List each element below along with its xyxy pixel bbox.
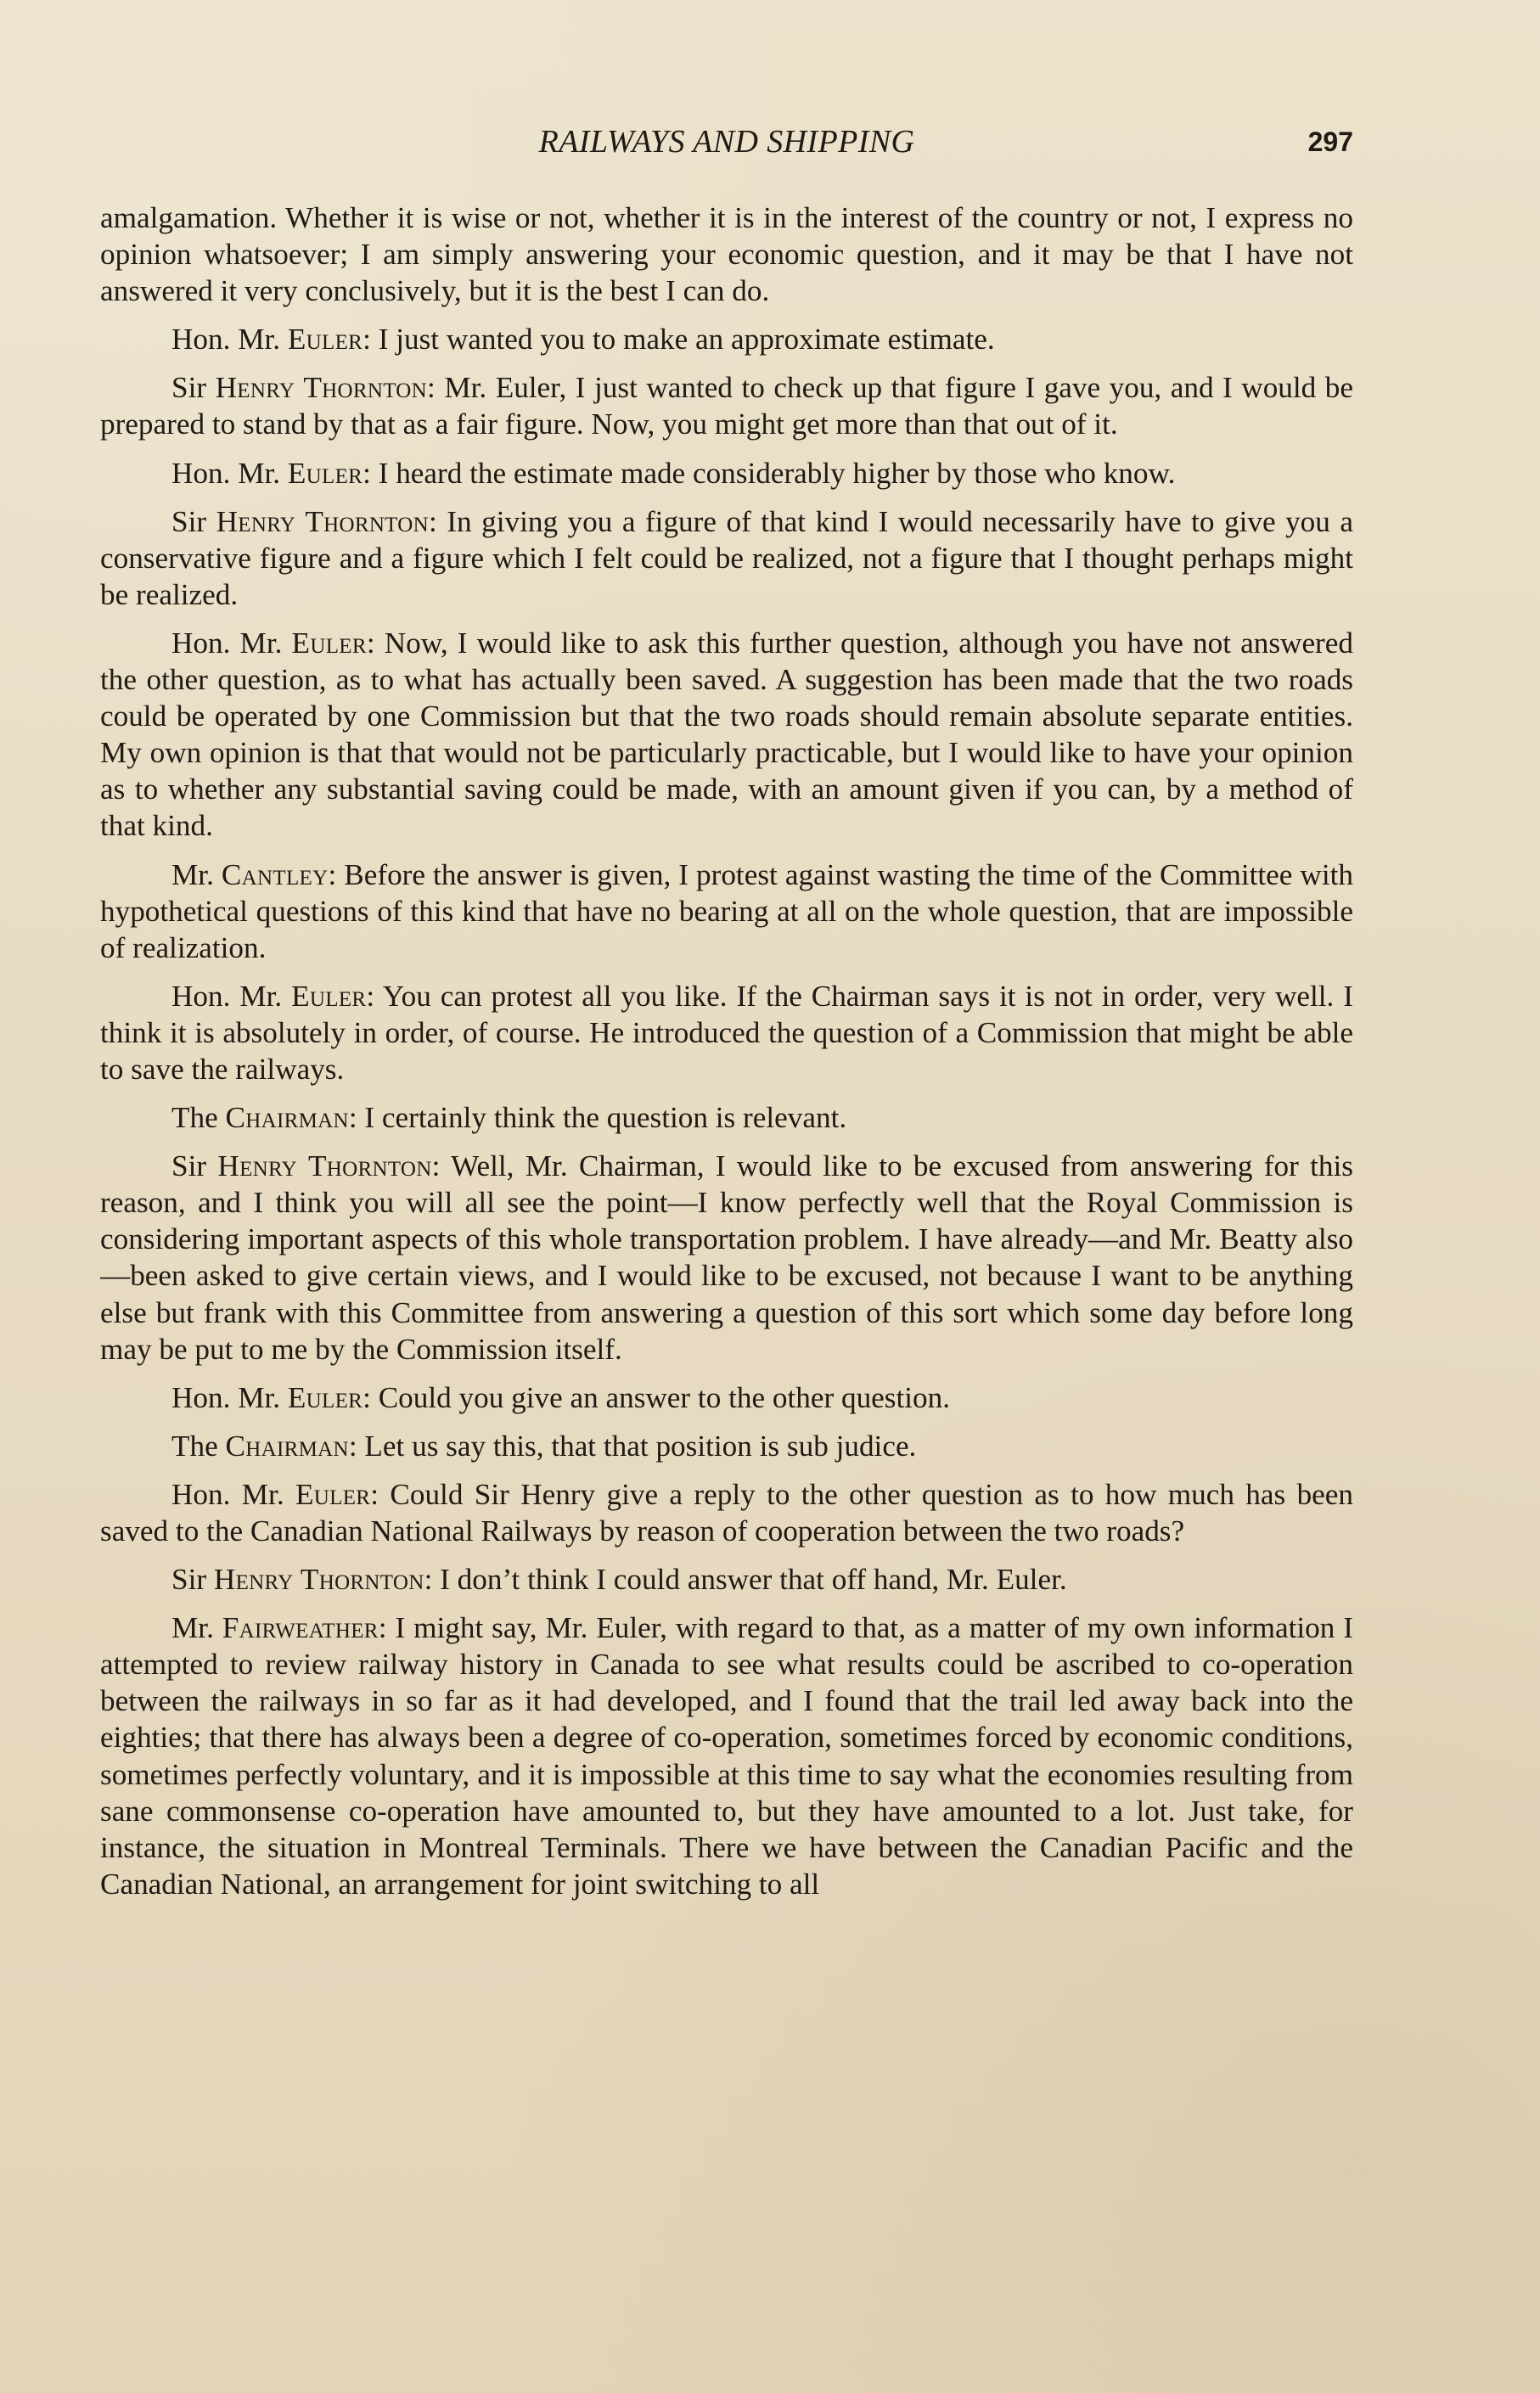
speaker-prefix: Hon. Mr. <box>171 323 288 357</box>
dialogue-paragraph <box>100 1561 1353 1598</box>
dialogue-paragraph <box>100 1379 1353 1416</box>
page-number: 297 <box>1307 126 1353 157</box>
speech-text: : Now, I would like to ask this further question, although you have not answered the other question, as to what has actually been saved. A suggestion has been made that the two roads could be operated by one Commission but that the two roads should remain absolute separate entities. My own opinion is that that would not be particularly practicable, but I would like to have your opinion as to whether any substantial saving could be made, with an amount given if you can, by a method of that kind. <box>100 626 1353 843</box>
speaker-prefix: Hon. Mr. <box>171 1380 288 1414</box>
speaker-name: Henry Thornton <box>217 1149 432 1183</box>
speaker-prefix: Hon. Mr. <box>171 456 288 490</box>
speaker-name: Fairweather <box>222 1611 379 1645</box>
speaker-prefix: Hon. Mr. <box>171 626 292 660</box>
speech-text: : Could Sir Henry give a reply to the other question as to how much has been saved to the Canadian National Railways by reason of cooperation between the two roads? <box>100 1477 1353 1548</box>
speaker-name: Euler <box>291 626 367 660</box>
dialogue-paragraph <box>100 1148 1353 1368</box>
speech-text: : I might say, Mr. Euler, with regard to that, as a matter of my own information I attempted to review railway history in Canada to see what results could be ascribed to co-operation between the railways in so far as it had developed, and I found that the trail led away back into the eighties; that there has always been a degree of co-operation, sometimes forced by economic conditions, sometimes perfectly voluntary, and it is impossible at this time to say what the economies resulting from sane commonsense co-operation have amounted to, but they have amounted to a lot. Just take, for instance, the situation in Montreal Terminals. There we have between the Canadian Pacific and the Canadian National, an arrangement for joint switching to all <box>100 1611 1353 1901</box>
paragraph <box>100 199 1353 309</box>
speaker-prefix: Hon. Mr. <box>171 979 292 1013</box>
speaker-name: Henry Thornton <box>216 504 429 538</box>
speaker-name: Chairman <box>225 1429 349 1463</box>
speaker-name: Euler <box>291 979 367 1013</box>
speaker-name: Cantley <box>221 857 329 891</box>
speaker-prefix: Mr. <box>171 1611 222 1645</box>
speech-text: : You can protest all you like. If the Chairman says it is not in order, very well. I think it is absolutely in order, of course. He introduced the question of a Commission that might be able to save the railways. <box>100 979 1353 1086</box>
dialogue-paragraph <box>100 321 1353 357</box>
speaker-name: Euler <box>287 1380 363 1414</box>
speaker-name: Euler <box>287 456 363 490</box>
page-header <box>100 123 1353 174</box>
speaker-prefix: The <box>171 1101 226 1135</box>
speaker-prefix: Mr. <box>171 857 222 891</box>
dialogue-paragraph <box>100 503 1353 613</box>
speaker-prefix: Hon. Mr. <box>171 1477 295 1511</box>
dialogue-paragraph <box>100 1609 1353 1902</box>
speech-text: : Before the answer is given, I protest against wasting the time of the Committee with hypothetical questions of this kind that have no bearing at all on the whole question, that are impossible of realization. <box>100 857 1353 964</box>
speech-text: : In giving you a figure of that kind I would necessarily have to give you a conservative figure and a figure which I felt could be realized, not a figure that I thought perhaps might be realized. <box>100 504 1353 611</box>
speaker-prefix: The <box>171 1429 226 1463</box>
speaker-name: Chairman <box>225 1101 349 1135</box>
dialogue-paragraph <box>100 455 1353 492</box>
speaker-prefix: Sir <box>171 1149 218 1183</box>
speech-text: : I heard the estimate made considerably higher by those who know. <box>363 456 1176 490</box>
speech-text: : Could you give an answer to the other question. <box>363 1380 951 1414</box>
dialogue-paragraph <box>100 857 1353 966</box>
speech-text: : I just wanted you to make an approximate estimate. <box>363 323 995 357</box>
body-text <box>100 199 1353 2194</box>
dialogue-paragraph <box>100 625 1353 845</box>
speech-text: : I don’t think I could answer that off hand, Mr. Euler. <box>424 1563 1067 1597</box>
speaker-prefix: Sir <box>171 504 216 538</box>
paragraph-text: amalgamation. Whether it is wise or not, whether it is in the interest of the country or not, I express no opinion whatsoever; I am simply answering your economic question, and it may be that I have not answered it very conclusively, but it is the best I can do. <box>100 201 1353 308</box>
speaker-name: Euler <box>295 1477 371 1511</box>
speech-text: : Let us say this, that that position is sub judice. <box>348 1429 917 1463</box>
speaker-name: Euler <box>287 323 363 357</box>
dialogue-paragraph <box>100 1428 1353 1464</box>
speech-text: : Mr. Euler, I just wanted to check up that figure I gave you, and I would be prepared to stand by that as a fair figure. Now, you might get more than that out of it. <box>100 371 1353 441</box>
speaker-name: Henry Thornton <box>213 1563 424 1597</box>
speaker-prefix: Sir <box>171 1563 214 1597</box>
speaker-name: Henry Thornton <box>215 371 428 405</box>
speech-text: : Well, Mr. Chairman, I would like to be excused from answering for this reason, and I think you will all see the point—I know perfectly well that the Royal Commission is considering important aspects of this whole transportation problem. I have already—and Mr. Beatty also—been asked to give certain views, and I would like to be excused, not because I want to be anything else but frank with this Committee from answering a question of this sort which some day before long may be put to me by the Commission itself. <box>100 1149 1353 1366</box>
running-head: RAILWAYS AND SHIPPING <box>538 124 915 160</box>
dialogue-paragraph <box>100 369 1353 442</box>
speech-text: : I certainly think the question is relevant. <box>348 1101 847 1135</box>
dialogue-paragraph <box>100 1476 1353 1549</box>
speaker-prefix: Sir <box>171 371 216 405</box>
dialogue-paragraph <box>100 1099 1353 1136</box>
dialogue-paragraph <box>100 978 1353 1087</box>
